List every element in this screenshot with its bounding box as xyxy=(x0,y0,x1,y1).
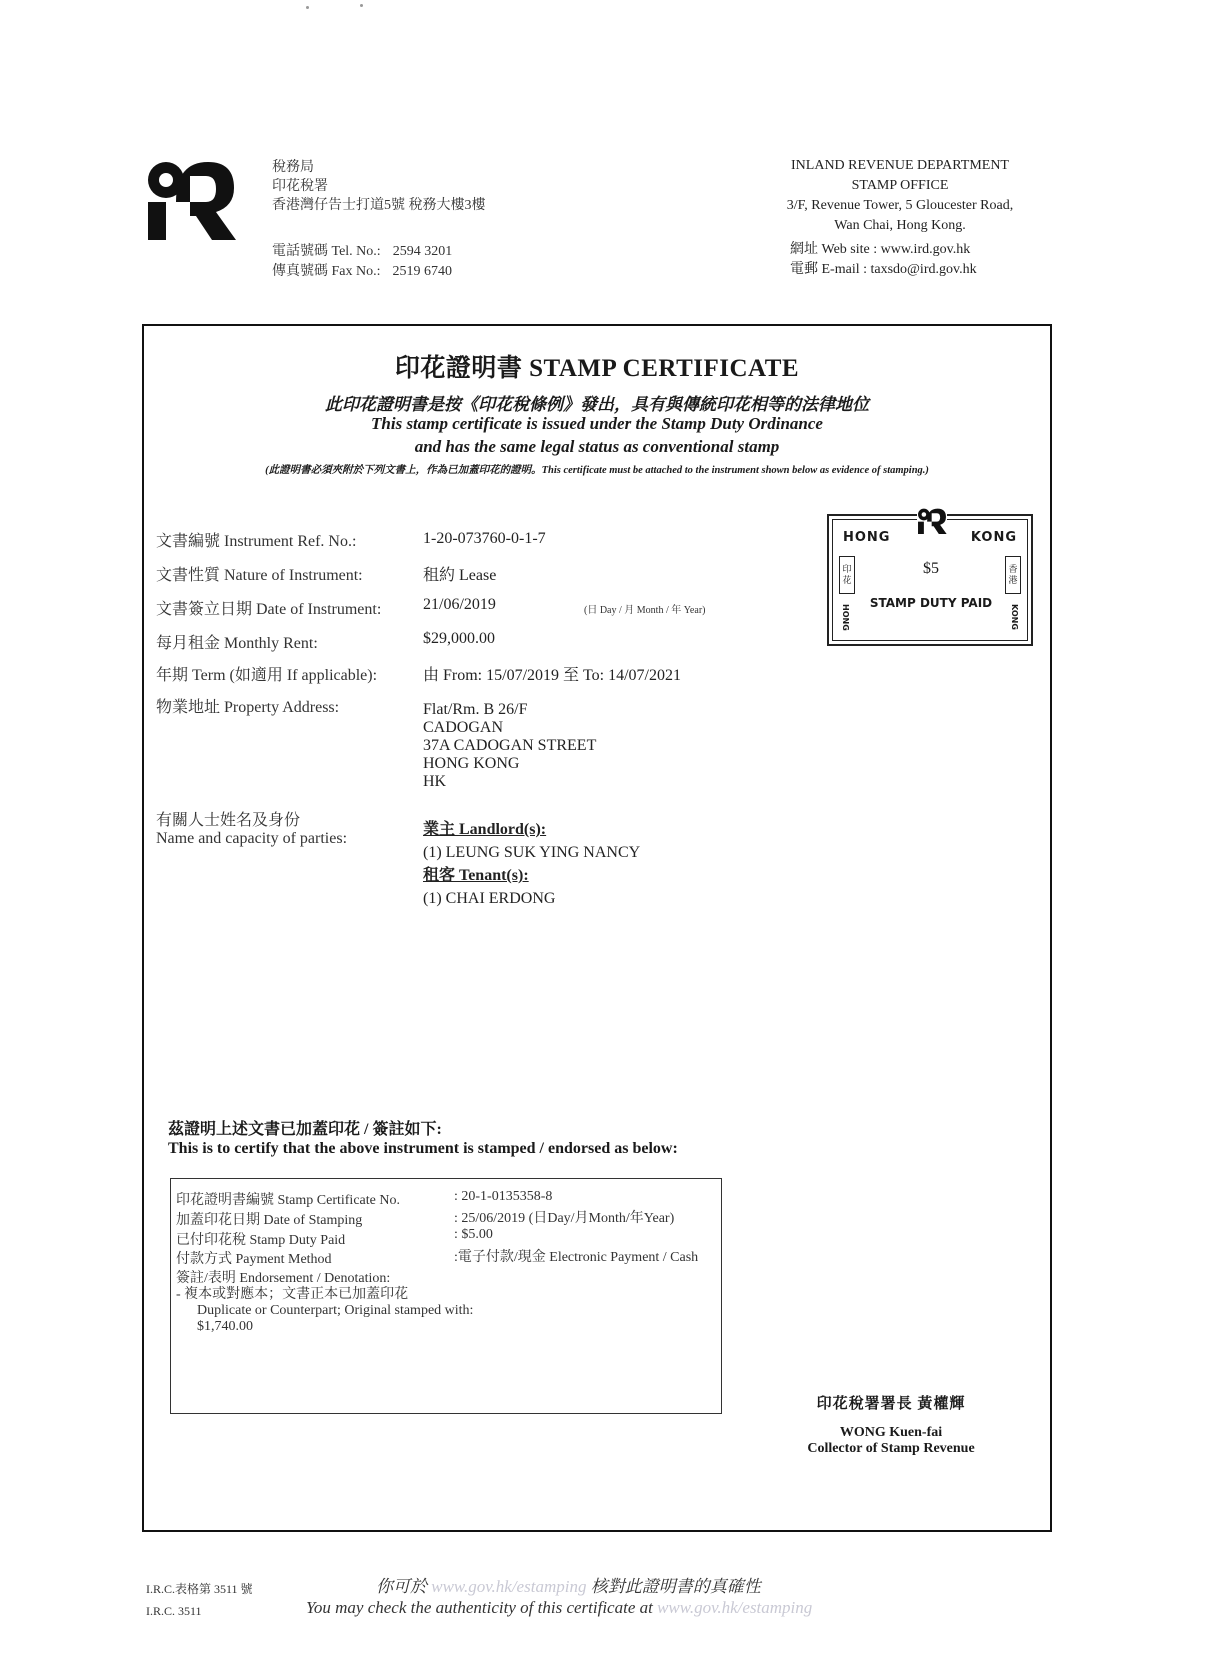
cert-no-value: : 20-1-0135358-8 xyxy=(454,1189,553,1204)
stamp-inner-border xyxy=(832,519,1028,641)
verify-zh-post: 核對此證明書的真確性 xyxy=(590,1577,761,1596)
method-label: 付款方式 Payment Method xyxy=(176,1252,332,1267)
signature-title: Collector of Stamp Revenue xyxy=(807,1441,975,1456)
rent-value: $29,000.00 xyxy=(423,630,495,647)
scan-speck xyxy=(360,4,363,7)
parties-label xyxy=(156,812,347,848)
stamp-paid-text: STAMP DUTY PAID xyxy=(869,596,993,610)
parties-label-en: Name and capacity of parties: xyxy=(156,830,348,847)
certificate-title: 印花證明書 STAMP CERTIFICATE xyxy=(394,355,800,382)
email: 電郵 E-mail : taxsdo@ird.gov.hk xyxy=(790,262,977,277)
ird-logo-icon xyxy=(146,160,236,240)
stamp-rotated-right: KONG xyxy=(1010,604,1019,630)
subtitle-en-2: and has the same legal status as conventional stamp xyxy=(414,437,780,456)
address-line: HK xyxy=(423,773,447,790)
scan-speck xyxy=(306,6,309,9)
header-dept-en xyxy=(740,156,1060,236)
verify-en-pre: You may check the authenticity of this certificate at xyxy=(306,1598,653,1617)
address-line: Flat/Rm. B 26/F xyxy=(423,701,528,718)
stamp-side-right: 香港 xyxy=(1005,556,1021,594)
term-value: 由 From: 15/07/2019 至 To: 14/07/2021 xyxy=(423,667,682,684)
parties-list xyxy=(423,818,640,910)
form-number-en: I.R.C. 3511 xyxy=(146,1604,202,1618)
verify-link-en[interactable]: www.gov.hk/estamping xyxy=(657,1598,813,1617)
collector-signature xyxy=(756,1392,1026,1457)
subtitle-en-1: This stamp certificate is issued under the Stamp Duty Ordinance xyxy=(371,414,823,433)
term-label: 年期 Term (如適用 If applicable): xyxy=(156,667,378,684)
verify-zh xyxy=(376,1572,761,1597)
parties-label-zh: 有關人士姓名及身份 xyxy=(156,812,301,829)
dept-zh-line: 印花稅署 xyxy=(272,179,328,194)
dept-zh-line: 香港灣仔告士打道5號 稅務大樓3樓 xyxy=(272,198,486,213)
stamping-details-box xyxy=(170,1178,722,1414)
tel-value: 2594 3201 xyxy=(392,244,453,259)
address-line: 37A CADOGAN STREET xyxy=(423,737,597,754)
stamp-hong: HONG xyxy=(843,530,891,545)
duty-label: 已付印花稅 Stamp Duty Paid xyxy=(176,1233,346,1248)
nature-label: 文書性質 Nature of Instrument: xyxy=(156,567,363,584)
date-format-hint: (日 Day / 月 Month / 年 Year) xyxy=(584,605,706,616)
tenant-label: 租客 Tenant(s): xyxy=(423,867,529,884)
rent-label: 每月租金 Monthly Rent: xyxy=(156,635,318,652)
duty-value: : $5.00 xyxy=(454,1227,493,1242)
landlord-name: (1) LEUNG SUK YING NANCY xyxy=(423,844,641,861)
header-contact xyxy=(272,242,452,282)
stamp-rotated-left: HONG xyxy=(841,604,850,631)
website: 網址 Web site : www.ird.gov.hk xyxy=(790,242,971,257)
certify-zh: 茲證明上述文書已加蓋印花 / 簽註如下: xyxy=(168,1121,442,1138)
attachment-notice: (此證明書必須夾附於下列文書上，作為已加蓋印花的證明。This certificate must be attached to the instrument shown below as evidence of stamping.) xyxy=(265,465,929,476)
certify-en: This is to certify that the above instrument is stamped / endorsed as below: xyxy=(168,1140,678,1157)
stamping-date-value: : 25/06/2019 (日Day/月Month/年Year) xyxy=(454,1211,675,1226)
dept-zh-line: 稅務局 xyxy=(272,160,314,175)
stamp-side-left: 印花 xyxy=(839,556,855,594)
dept-en-line: Wan Chai, Hong Kong. xyxy=(834,218,966,233)
endorse-label: 簽註/表明 Endorsement / Denotation: xyxy=(176,1271,391,1286)
address-line: CADOGAN xyxy=(423,719,503,736)
tel-label: 電話號碼 Tel. No.: xyxy=(272,244,381,259)
fax-label: 傳真號碼 Fax No.: xyxy=(272,264,381,279)
ref-value: 1-20-073760-0-1-7 xyxy=(423,530,546,547)
stamping-date-label: 加蓋印花日期 Date of Stamping xyxy=(176,1213,363,1228)
header-web xyxy=(790,240,977,280)
subtitle-zh: 此印花證明書是按《印花稅條例》發出，具有與傳統印花相等的法律地位 xyxy=(325,395,869,414)
address-line: HONG KONG xyxy=(423,755,520,772)
signature-zh: 印花稅署署長 黃權輝 xyxy=(816,1396,966,1412)
endorse-line-2: Duplicate or Counterpart; Original stamped with: xyxy=(197,1303,474,1318)
endorse-line-3: $1,740.00 xyxy=(197,1319,253,1334)
signature-name: WONG Kuen-fai xyxy=(839,1425,943,1440)
tenant-name: (1) CHAI ERDONG xyxy=(423,890,556,907)
ref-label: 文書編號 Instrument Ref. No.: xyxy=(156,533,357,550)
date-value: 21/06/2019 xyxy=(423,596,496,613)
address-label: 物業地址 Property Address: xyxy=(156,699,340,716)
date-label: 文書簽立日期 Date of Instrument: xyxy=(156,601,382,618)
dept-en-line: STAMP OFFICE xyxy=(851,178,949,193)
verify-link-zh[interactable]: www.gov.hk/estamping xyxy=(431,1577,587,1596)
stamp-logo-icon xyxy=(917,508,947,534)
form-number xyxy=(146,1578,253,1622)
landlord-label: 業主 Landlord(s): xyxy=(423,821,547,838)
fax-value: 2519 6740 xyxy=(392,264,452,279)
method-value: :電子付款/現金 Electronic Payment / Cash xyxy=(454,1250,699,1265)
property-address xyxy=(423,701,596,791)
certificate-frame xyxy=(142,324,1052,1532)
header-dept-zh xyxy=(272,158,486,215)
stamp-kong: KONG xyxy=(970,530,1017,545)
form-number-zh: I.R.C.表格第 3511 號 xyxy=(146,1582,253,1596)
nature-value: 租約 Lease xyxy=(423,567,497,584)
stamp-duty-paid-stamp xyxy=(827,514,1033,646)
cert-no-label: 印花證明書編號 Stamp Certificate No. xyxy=(176,1193,400,1208)
verify-zh-pre: 你可於 xyxy=(376,1577,427,1596)
dept-en-line: INLAND REVENUE DEPARTMENT xyxy=(791,158,1009,173)
endorse-line-1: - 複本或對應本；文書正本已加蓋印花 xyxy=(176,1287,409,1302)
stamp-amount: $5 xyxy=(923,560,939,577)
verify-en xyxy=(306,1598,812,1618)
dept-en-line: 3/F, Revenue Tower, 5 Gloucester Road, xyxy=(786,198,1014,213)
